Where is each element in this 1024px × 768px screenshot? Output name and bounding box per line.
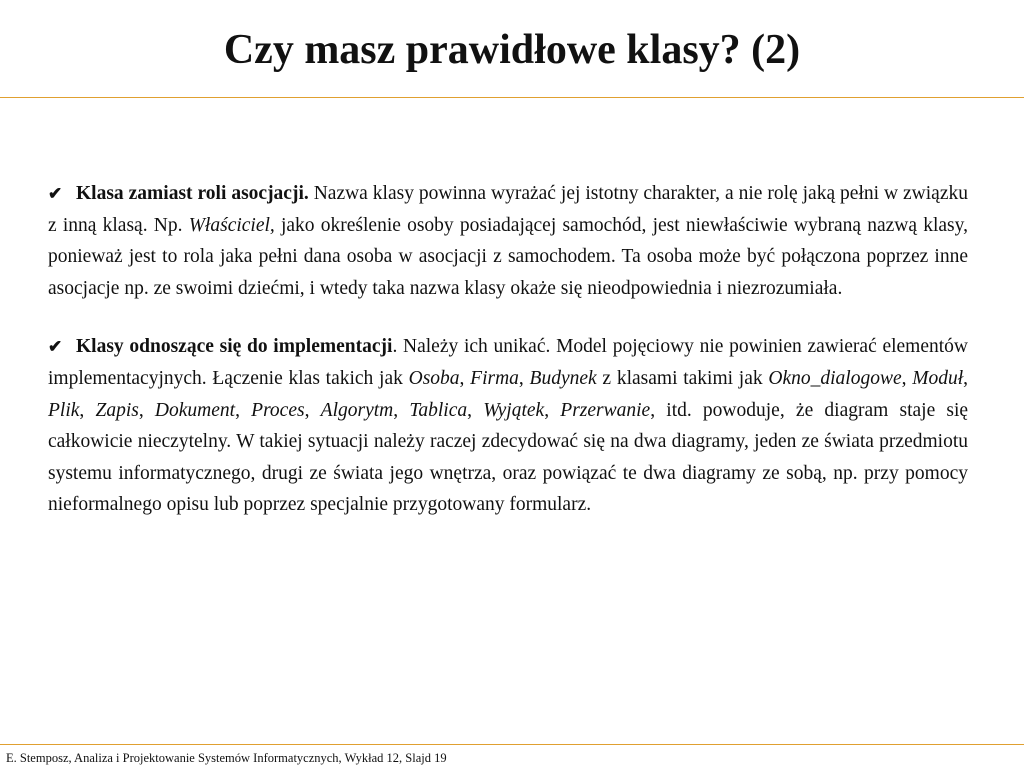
bullet-text: , <box>304 399 321 421</box>
footer-divider <box>0 744 1024 745</box>
class-name-example: Okno_dialogowe <box>768 367 902 389</box>
checkmark-icon: ✔ <box>48 337 63 357</box>
bullet-text: . Należy ich unikać. Model pojęciowy nie powinien zawierać elementów implementacyjnych. Łączenie klas takich jak <box>48 336 969 389</box>
slide-footer: E. Stemposz, Analiza i Projektowanie Systemów Informatycznych, Wykład 12, Slajd 19 <box>6 751 447 765</box>
class-name-example: Właściciel, <box>188 214 275 236</box>
class-name-example: Budynek <box>529 367 597 389</box>
bullet-text: , <box>518 367 530 389</box>
bullet-text: jako określenie osoby posiadającej samochód, jest niewłaściwie wybraną nazwą klasy, ponieważ jest to rola jaka pełni dana osoba w asocjacji z samochodem. Ta osoba może być połączona poprzez inne asocjacje np. ze swoimi dziećmi, i wtedy taka nazwa klasy okaże się nieodpowiednia i niezrozumiała. <box>48 214 968 299</box>
class-name-example: Firma <box>470 367 519 389</box>
class-name-example: Algorytm <box>320 399 394 421</box>
class-name-example: Zapis <box>95 399 139 421</box>
class-name-example: Osoba <box>408 367 460 389</box>
bullet-text: , <box>467 399 484 421</box>
bullet-text: z klasami takimi jak <box>596 367 769 389</box>
class-name-example: Moduł <box>912 367 964 389</box>
bullet-text: , <box>901 367 913 389</box>
bullet-text: Nazwa klasy powinna wyrażać jej istotny charakter, a nie rolę jaką pełni w związku z inną klasą. Np. <box>48 183 968 236</box>
slide-body <box>48 178 968 548</box>
bullet-text: , <box>459 367 471 389</box>
checkmark-icon: ✔ <box>48 184 63 203</box>
bullet-text: , <box>544 399 561 421</box>
bullet-text: , <box>963 367 969 389</box>
class-name-example: Proces <box>251 399 305 421</box>
bullet-paragraph <box>48 178 968 304</box>
class-name-example: Przerwanie <box>560 399 651 421</box>
bullet-text: , <box>235 399 252 421</box>
class-name-example: Wyjątek <box>483 399 545 421</box>
slide-title: Czy masz prawidłowe klasy? (2) <box>223 27 801 73</box>
bullet-lead: Klasy odnoszące się do implementacji <box>76 336 393 358</box>
bullet-text: , <box>138 399 155 421</box>
title-divider <box>0 97 1024 98</box>
bullet-text: , <box>79 399 96 421</box>
class-name-example: Plik <box>48 399 80 421</box>
class-name-example: Tablica <box>409 399 468 421</box>
bullet-text: , <box>393 399 410 421</box>
bullet-paragraph <box>48 331 968 521</box>
bullet-lead: Klasa zamiast roli asocjacji. <box>76 183 309 204</box>
bullet-text: , itd. powoduje, że diagram staje się całkowicie nieczytelny. W takiej sytuacji należy raczej zdecydować się na dwa diagramy, jeden ze świata przedmiotu systemu informatycznego, drugi ze świata jego wnętrza, oraz powiązać te dwa diagramy ze sobą, np. przy pomocy nieformalnego opisu lub poprzez specjalnie przygotowany formularz. <box>48 399 969 516</box>
class-name-example: Dokument <box>154 399 236 421</box>
